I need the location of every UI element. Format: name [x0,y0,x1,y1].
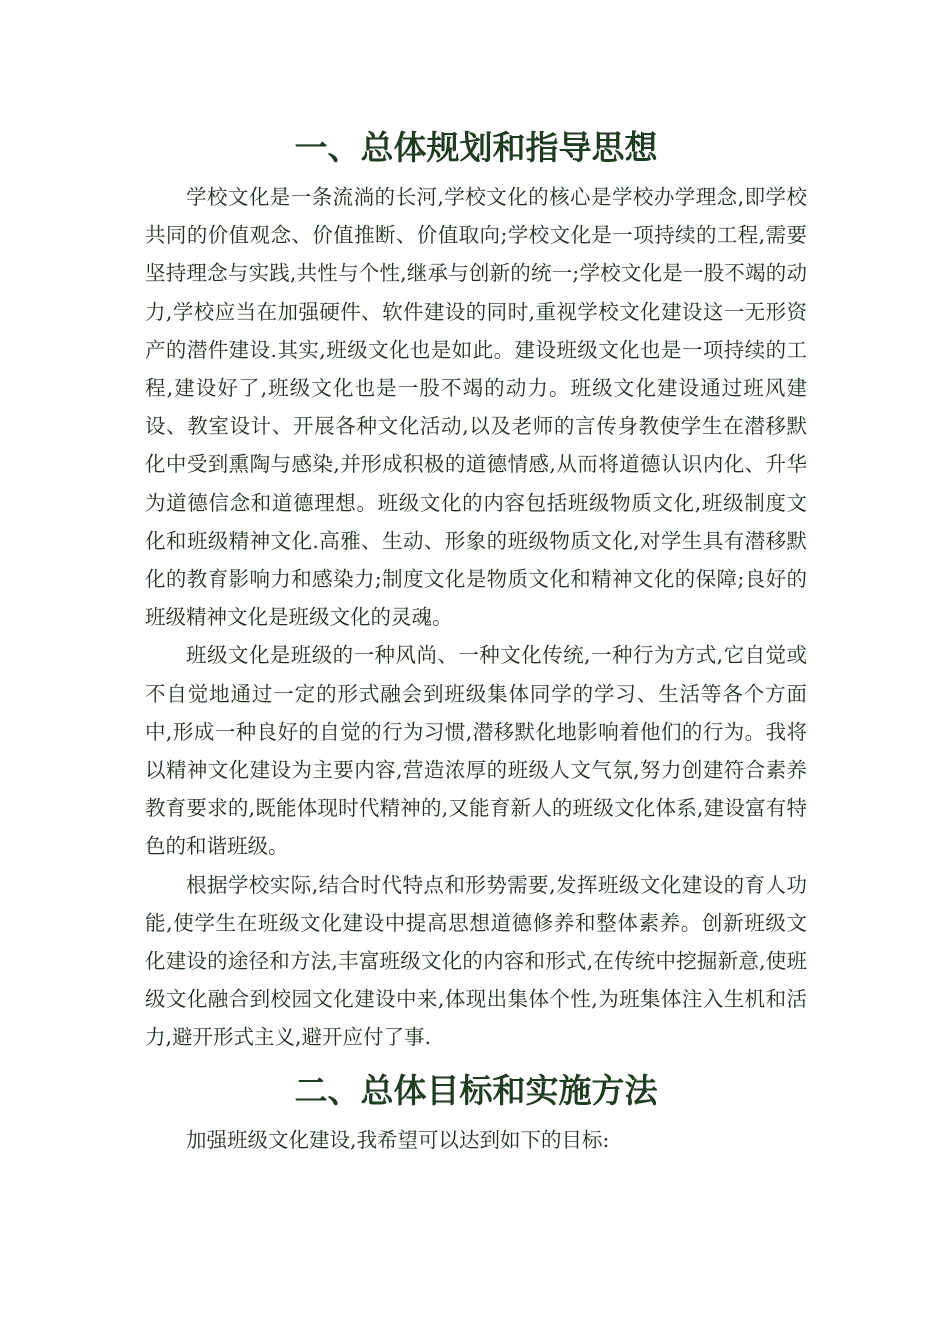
paragraph-4: 加强班级文化建设,我希望可以达到如下的目标: [186,1127,610,1152]
section-heading-2: 二、总体目标和实施方法 [294,1070,658,1110]
paragraph-1: 学校文化是一条流淌的长河,学校文化的核心是学校办学理念,即学校共同的价值观念、价值推断、价值取向;学校文化是一项持续的工程,需要坚持理念与实践,共性与个性,继承与创新的统一;学校文化是一股不竭的动力,学校应当在加强硬件、软件建设的同时,重视学校文化建设这一无形资产的潜件建设.其实,班级文化也是如此。建设班级文化也是一项持续的工程,建设好了,班级文化也是一股不竭的动力。班级文化建设通过班风建设、教室设计、开展各种文化活动,以及老师的言传身教使学生在潜移默化中受到熏陶与感染,并形成积极的道德情感,从而将道德认识内化、升华为道德信念和道德理想。班级文化的内容包括班级物质文化,班级制度文化和班级精神文化.高雅、生动、形象的班级物质文化,对学生具有潜移默化的教育影响力和感染力;制度文化是物质文化和精神文化的保障;良好的班级精神文化是班级文化的灵魂。 [145,185,807,630]
paragraph-3: 根据学校实际,结合时代特点和形势需要,发挥班级文化建设的育人功能,使学生在班级文化建设中提高思想道德修养和整体素养。创新班级文化建设的途径和方法,丰富班级文化的内容和形式,在传统中挖掘新意,使班级文化融合到校园文化建设中来,体现出集体个性,为班集体注入生机和活力,避开形式主义,避开应付了事. [145,872,807,1050]
section-heading-1: 一、总体规划和指导思想 [294,128,658,167]
document-page [145,118,807,1159]
paragraph-2: 班级文化是班级的一种风尚、一种文化传统,一种行为方式,它自觉或不自觉地通过一定的形式融会到班级集体同学的学习、生活等各个方面中,形成一种良好的自觉的行为习惯,潜移默化地影响着他们的行为。我将以精神文化建设为主要内容,营造浓厚的班级人文气氛,努力创建符合素养教育要求的,既能体现时代精神的,又能育新人的班级文化体系,建设富有特色的和谐班级。 [145,643,807,859]
